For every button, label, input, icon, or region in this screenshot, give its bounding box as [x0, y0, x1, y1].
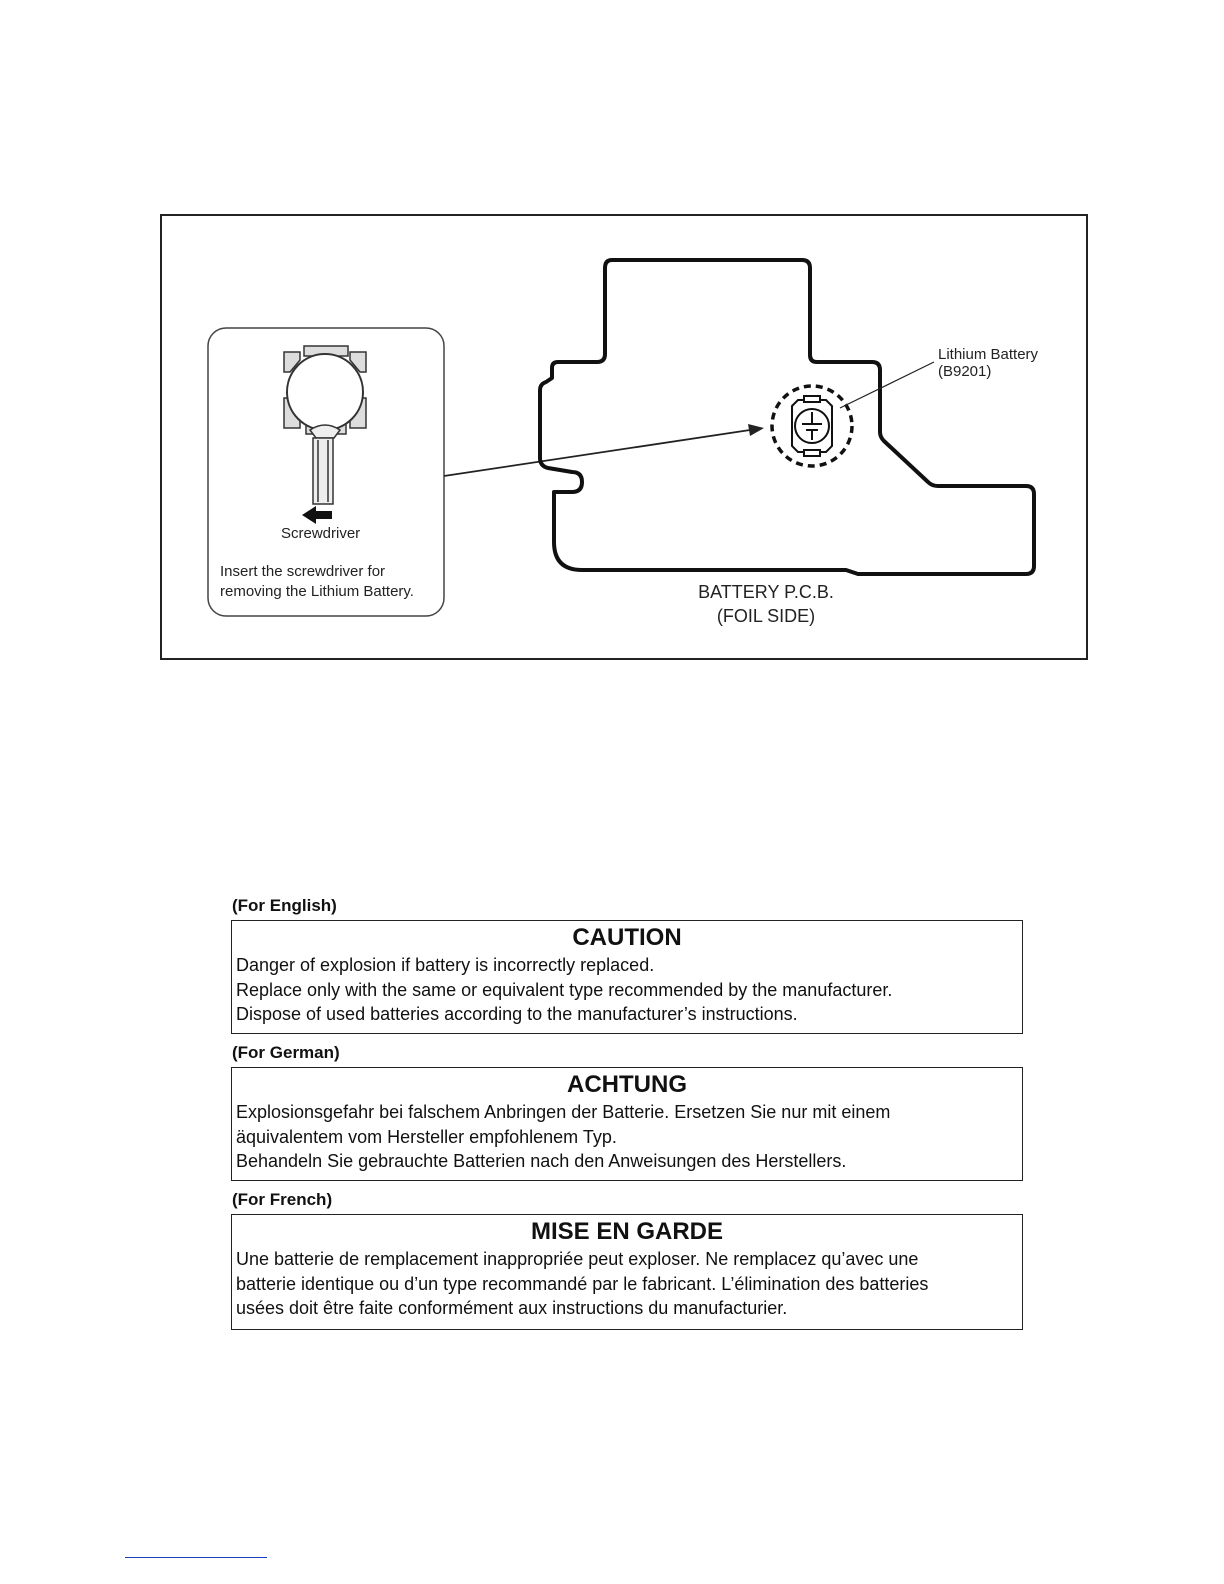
- german-label: (For German): [232, 1043, 340, 1062]
- inset-caption-line-1: Insert the screwdriver for: [220, 563, 386, 580]
- lithium-battery-icon: [792, 396, 832, 456]
- caution-box-french: [231, 1214, 1023, 1330]
- pointer-arrowhead: [748, 424, 764, 436]
- caution-line: batterie identique ou d’un type recommandé par le fabricant. L’élimination des batteries: [236, 1273, 929, 1294]
- french-label: (For French): [232, 1190, 333, 1209]
- pcb-label-line-1: BATTERY P.C.B.: [698, 582, 834, 602]
- pcb-label-line-2: (FOIL SIDE): [716, 606, 816, 626]
- caution-title: MISE EN GARDE: [530, 1218, 724, 1245]
- caution-line: Danger of explosion if battery is incorrectly replaced.: [236, 955, 655, 975]
- screwdriver-icon: [310, 425, 340, 504]
- caution-box-german: [231, 1067, 1023, 1181]
- pcb-outline: [540, 260, 1034, 574]
- screwdriver-label: Screwdriver: [281, 525, 361, 542]
- pointer-line: [444, 430, 750, 476]
- caution-title: ACHTUNG: [567, 1071, 687, 1098]
- battery-callout-line-2: (B9201): [938, 363, 992, 380]
- inset-caption-line-2: removing the Lithium Battery.: [220, 583, 414, 600]
- battery-holder-icon: [284, 346, 366, 434]
- battery-callout-line-1: Lithium Battery: [938, 346, 1039, 363]
- caution-line: Dispose of used batteries according to the manufacturer’s instructions.: [236, 1004, 798, 1024]
- footer-rule: [125, 1557, 267, 1558]
- caution-title: CAUTION: [572, 924, 682, 951]
- caution-line: Behandeln Sie gebrauchte Batterien nach den Anweisungen des Herstellers.: [236, 1151, 847, 1171]
- caution-line: Une batterie de remplacement inappropriée peut exploser. Ne remplacez qu’avec une: [236, 1249, 919, 1269]
- english-label: (For English): [232, 896, 337, 915]
- caution-line: Replace only with the same or equivalent type recommended by the manufacturer.: [236, 979, 893, 1000]
- arrow-left-icon: [302, 506, 332, 524]
- battery-diagram: [0, 0, 1224, 700]
- caution-line: äquivalentem vom Hersteller empfohlenem Typ.: [236, 1126, 617, 1147]
- callout-leader: [840, 362, 934, 408]
- caution-line: usées doit être faite conformément aux instructions du manufacturier.: [236, 1298, 788, 1318]
- caution-line: Explosionsgefahr bei falschem Anbringen der Batterie. Ersetzen Sie nur mit einem: [236, 1102, 891, 1122]
- caution-box-english: [231, 920, 1023, 1034]
